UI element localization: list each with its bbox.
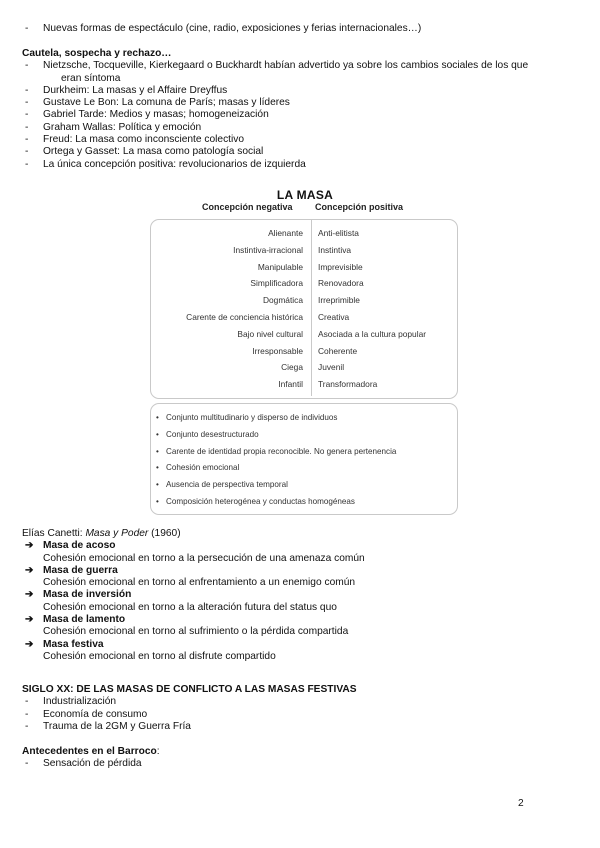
masa-type-desc: Cohesión emocional en torno al disfrute compartido [43,650,276,662]
negative-item: Manipulable [257,261,303,272]
list-item-continuation: eran síntoma [61,72,121,84]
masa-type-item [22,614,578,626]
top-section [22,23,578,35]
masa-type-name: Masa de guerra [43,564,118,576]
barroco-heading [22,746,578,758]
masa-type-desc: Cohesión emocional en torno a la alteración futura del status quo [43,601,337,613]
masa-type-item [22,639,578,651]
list-item: - Freud: La masa como inconsciente colectivo [22,134,578,146]
bullet-icon: • [156,446,159,456]
canetti-reference [22,528,578,540]
barroco-colon: : [156,746,160,757]
la-masa-figure [150,186,460,516]
masa-type-item [22,589,578,601]
arrow-right-icon: ➔ [25,589,34,601]
masa-type-name: Masa de acoso [43,540,116,552]
bullet-icon: • [156,429,159,439]
positive-header: Concepción positiva [315,202,404,212]
bullet-icon: • [156,480,159,490]
feature-text: Conjunto desestructurado [166,429,259,439]
feature-item [156,494,452,511]
feature-item [156,427,452,444]
feature-text: Cohesión emocional [166,463,240,473]
feature-text: Ausencia de perspectiva temporal [166,480,288,490]
list-item: - Sensación de pérdida [22,758,578,770]
negative-list [152,225,303,393]
work-title: Masa y Poder [85,528,149,539]
negative-item: Irresponsable [252,345,303,356]
cautela-section [22,48,578,171]
list-item: - Gabriel Tarde: Medios y masas; homogeneización [22,109,578,121]
negative-item: Ciega [281,362,303,373]
list-item: - La única concepción positiva: revolucionarios de izquierda [22,159,578,171]
positive-item: Creativa [318,311,350,322]
canetti-section [22,528,578,663]
list-item-text: Nietzsche, Tocqueville, Kierkegaard o Buckhardt habían advertido ya sobre los cambios sociales de los que [43,60,529,72]
features-list [156,410,452,511]
negative-item: Carente de conciencia histórica [186,311,303,322]
negative-header: Concepción negativa [202,202,293,212]
list-item: - Industrialización [22,696,578,708]
barroco-section [22,746,578,771]
bullet-icon: • [156,496,159,506]
list-item: - Graham Wallas: Política y emoción [22,122,578,134]
list-item: - Trauma de la 2GM y Guerra Fría [22,721,578,733]
feature-text: Composición heterogénea y conductas homogéneas [166,496,355,506]
page-number: 2 [518,798,524,809]
positive-item: Imprevisible [318,261,363,272]
siglo-section [22,684,578,733]
masa-type-desc: Cohesión emocional en torno a la persecución de una amenaza común [43,552,365,564]
barroco-heading-text: Antecedentes en el Barroco [22,746,157,757]
negative-item: Dogmática [262,295,303,306]
negative-item: Infantil [278,379,303,390]
list-item: - Gustave Le Bon: La comuna de París; masas y líderes [22,97,578,109]
list-item: - Ortega y Gasset: La masa como patología social [22,146,578,158]
masa-type-desc: Cohesión emocional en torno al sufrimiento o la pérdida compartida [43,626,349,638]
feature-item [156,460,452,477]
masa-type-name: Masa de inversión [43,589,132,601]
list-item: - Durkheim: La masas y el Affaire Dreyffus [22,85,578,97]
year: (1960) [151,528,181,539]
masa-type-item [22,540,578,552]
positive-item: Juvenil [318,362,345,373]
author: Elías Canetti: [22,528,83,539]
bullet-icon: • [156,413,159,422]
arrow-right-icon: ➔ [25,564,34,576]
arrow-right-icon: ➔ [25,638,34,650]
positive-item: Anti-elitista [318,228,359,238]
masa-type-name: Masa de lamento [43,614,126,626]
feature-item [156,410,452,427]
feature-item [156,477,452,494]
negative-item: Alienante [268,228,303,238]
negative-item: Simplificadora [250,278,303,289]
feature-item [156,444,452,461]
positive-item: Transformadora [318,379,378,390]
negative-item: Bajo nivel cultural [237,328,303,339]
positive-item: Renovadora [318,278,364,289]
positive-item: Coherente [318,345,358,356]
siglo-heading: SIGLO XX: DE LAS MASAS DE CONFLICTO A LAS MASAS FESTIVAS [22,684,357,695]
feature-text: Conjunto multitudinario y disperso de individuos [166,413,338,422]
masa-type-item [22,565,578,577]
positive-list [318,225,460,393]
list-item [22,60,578,72]
list-item: - Economía de consumo [22,709,578,721]
positive-item: Asociada a la cultura popular [318,328,427,339]
arrow-right-icon: ➔ [25,614,34,626]
masa-type-desc: Cohesión emocional en torno al enfrentamiento a un enemigo común [43,577,356,589]
positive-item: Irreprimible [318,295,360,306]
figure-title: LA MASA [276,188,334,202]
cautela-heading: Cautela, sospecha y rechazo… [22,48,172,59]
negative-item: Instintiva-irracional [233,244,303,255]
feature-text: Carente de identidad propia reconocible. No genera pertenencia [166,446,397,456]
masa-type-name: Masa festiva [43,638,104,650]
list-item: - Nuevas formas de espectáculo (cine, radio, exposiciones y ferias internacionales…) [22,23,578,35]
positive-item: Instintiva [318,244,352,255]
bullet-icon: • [156,463,159,473]
column-divider [311,220,312,396]
arrow-right-icon: ➔ [25,540,34,552]
